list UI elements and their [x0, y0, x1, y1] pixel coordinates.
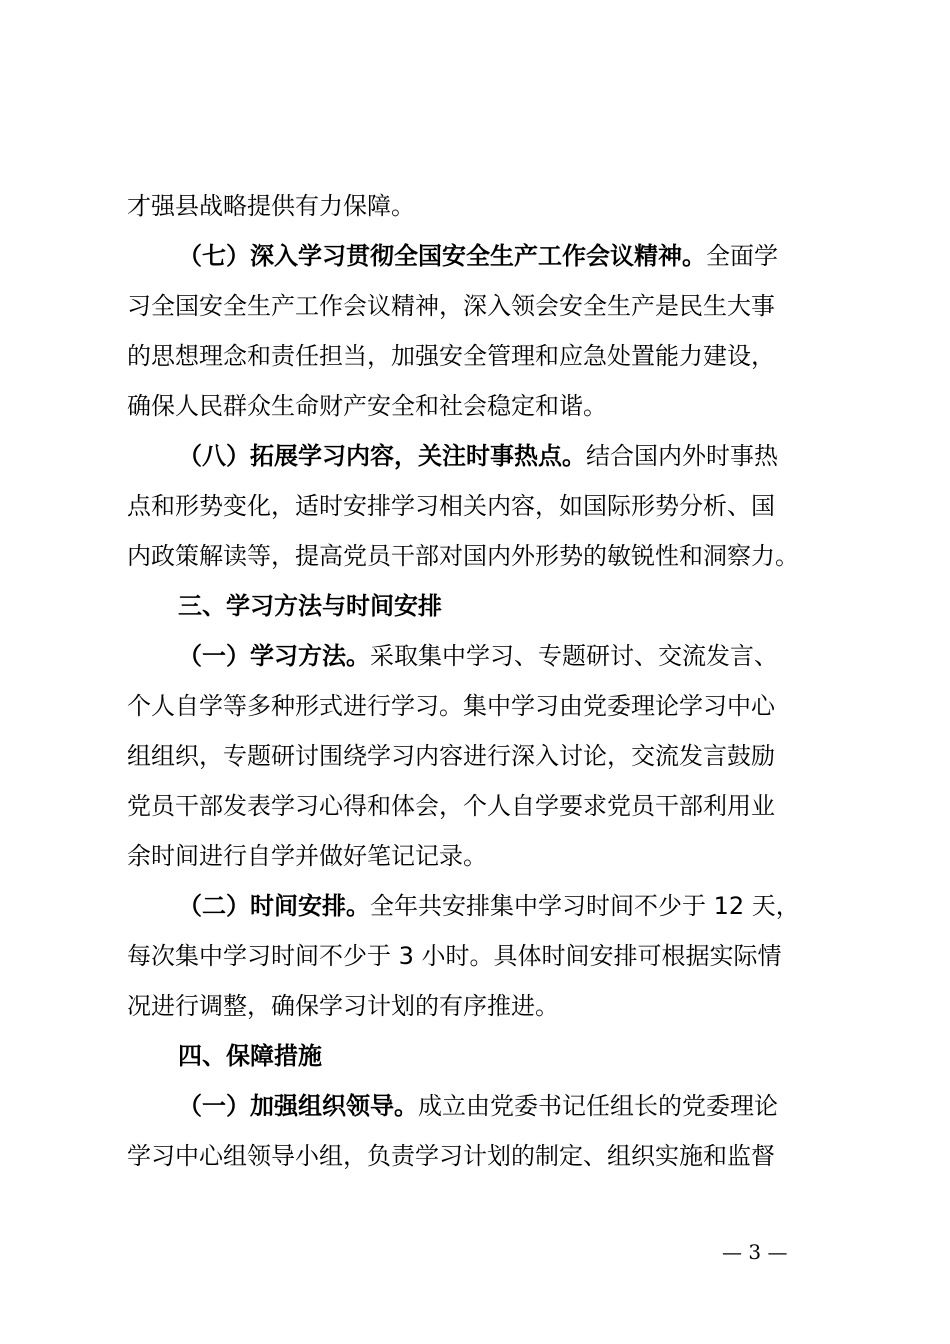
paragraph-line: 确保人民群众生命财产安全和社会稳定和谐。 — [127, 392, 607, 420]
paragraph-title: （七）深入学习贯彻全国安全生产工作会议精神。 — [178, 242, 706, 270]
paragraph-line: 组组织，专题研讨围绕学习内容进行深入讨论，交流发言鼓励 — [127, 742, 775, 770]
paragraph-line: 点和形势变化，适时安排学习相关内容，如国际形势分析、国 — [127, 492, 775, 520]
paragraph-text: 全面学 — [706, 242, 778, 270]
paragraph-title: （一）学习方法。 — [178, 642, 370, 670]
paragraph-text: 全年共安排集中学习时间不少于 12 天， — [370, 892, 800, 920]
section-3-paragraph-2-first-line — [178, 890, 800, 922]
paragraph-title: （二）时间安排。 — [178, 892, 370, 920]
paragraph-8-first-line — [178, 440, 778, 472]
paragraph-line: 的思想理念和责任担当，加强安全管理和应急处置能力建设， — [127, 342, 775, 370]
paragraph-7-first-line — [178, 240, 778, 272]
paragraph-title: （八）拓展学习内容，关注时事热点。 — [178, 442, 586, 470]
paragraph-line: 才强县战略提供有力保障。 — [127, 192, 415, 220]
paragraph-line: 余时间进行自学并做好笔记记录。 — [127, 842, 487, 870]
section-4-heading: 四、保障措施 — [178, 1042, 322, 1070]
paragraph-line: 个人自学等多种形式进行学习。集中学习由党委理论学习中心 — [127, 692, 775, 720]
paragraph-line: 内政策解读等，提高党员干部对国内外形势的敏锐性和洞察力。 — [127, 542, 799, 570]
paragraph-title: （一）加强组织领导。 — [178, 1092, 418, 1120]
paragraph-line: 况进行调整，确保学习计划的有序推进。 — [127, 992, 559, 1020]
paragraph-text: 采取集中学习、专题研讨、交流发言、 — [370, 642, 778, 670]
section-3-heading: 三、学习方法与时间安排 — [178, 592, 442, 620]
paragraph-line: 党员干部发表学习心得和体会，个人自学要求党员干部利用业 — [127, 792, 775, 820]
paragraph-line: 学习中心组领导小组，负责学习计划的制定、组织实施和监督 — [127, 1142, 775, 1170]
section-4-paragraph-1-first-line — [178, 1090, 778, 1122]
paragraph-line: 每次集中学习时间不少于 3 小时。具体时间安排可根据实际情 — [127, 942, 782, 970]
section-3-paragraph-1-first-line — [178, 640, 778, 672]
page-number: — 3 — — [722, 1240, 788, 1264]
paragraph-line: 习全国安全生产工作会议精神，深入领会安全生产是民生大事 — [127, 292, 775, 320]
paragraph-text: 结合国内外时事热 — [586, 442, 778, 470]
paragraph-text: 成立由党委书记任组长的党委理论 — [418, 1092, 778, 1120]
